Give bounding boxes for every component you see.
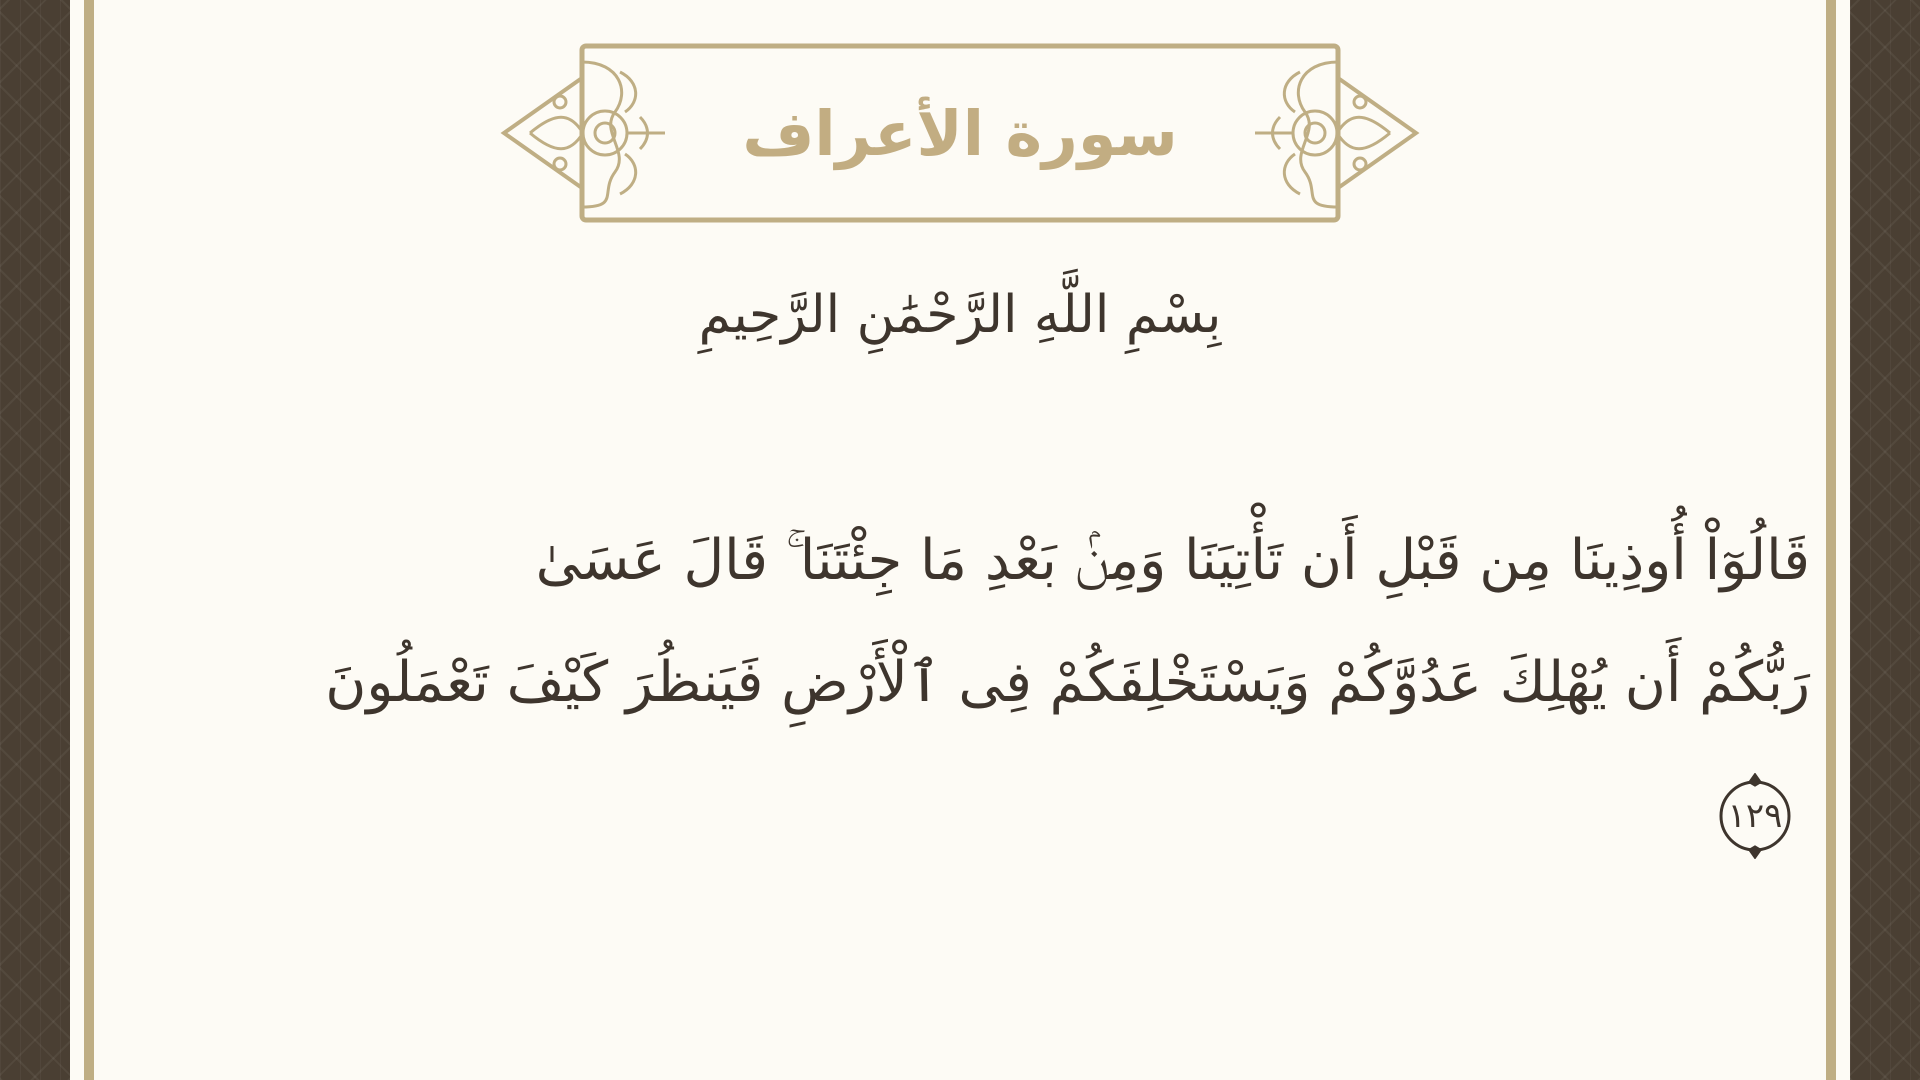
ayah-number: ١٢٩ [1727,796,1783,836]
right-ornamental-border [1850,0,1920,1080]
left-gold-line [84,0,94,1080]
ayah-number-marker [1712,773,1798,859]
verse-line-1: قَالُوٓاْ أُوذِينَا مِن قَبْلِ أَن تَأْتِيَنَا وَمِنۢ بَعْدِ مَا جِئْتَنَا ۚ قَالَ عَسَىٰ [535,528,1810,593]
surah-header-frame [500,42,1420,224]
verse-text [170,500,1810,744]
basmala-calligraphy: بِسْمِ اللَّهِ الرَّحْمَٰنِ الرَّحِيمِ [698,285,1222,345]
left-ornamental-border [0,0,70,1080]
surah-title: سورة الأعراف [742,96,1178,170]
right-gold-line [1826,0,1836,1080]
verse-line-2: رَبُّكُمْ أَن يُهْلِكَ عَدُوَّكُمْ وَيَسْتَخْلِفَكُمْ فِى ٱلْأَرْضِ فَيَنظُرَ كَيْفَ تَعْمَلُونَ [325,650,1810,715]
